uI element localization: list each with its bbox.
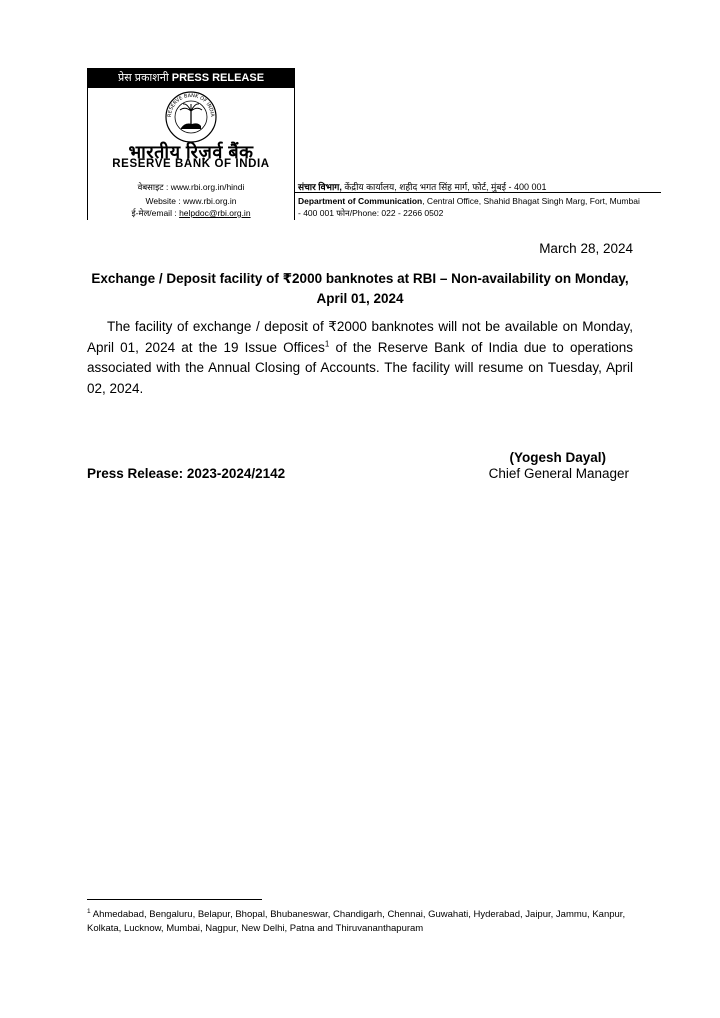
- website-hindi-link[interactable]: www.rbi.org.in/hindi: [170, 182, 245, 192]
- body-paragraph: [87, 317, 633, 399]
- address-hindi-text: केंद्रीय कार्यालय, शहीद भगत सिंह मार्ग, फोर्ट, मुंबई - 400 001: [341, 182, 547, 192]
- footnote: [87, 905, 635, 936]
- website-hindi-label: वेबसाइट: [137, 182, 164, 192]
- rbi-seal-icon: [165, 91, 217, 143]
- press-release-band: [87, 68, 295, 88]
- website-hindi-line: वेबसाइट : www.rbi.org.in/hindi: [137, 182, 245, 192]
- release-date: March 28, 2024: [539, 241, 633, 256]
- email-line: ई-मेल/email : helpdoc@rbi.org.in: [131, 208, 251, 218]
- press-release-number: Press Release: 2023-2024/2142: [87, 466, 286, 481]
- body-text-part2: of the Reserve Bank of India due to operations associated with the Annual Closing of Accounts. The facility will resume on Tuesday, April 02, 2024.: [87, 339, 633, 396]
- bank-name-hindi: भारतीय रिज़र्व बैंक: [128, 142, 254, 162]
- address-divider: [295, 192, 661, 193]
- bank-name-english: RESERVE BANK OF INDIA: [112, 158, 270, 170]
- address-english: [298, 195, 643, 219]
- footnote-divider: [87, 899, 262, 900]
- body-text-part1: The facility of exchange / deposit of ₹2000 banknotes will not be available on Monday, April 01, 2024 at the 19 Issue Offices: [87, 319, 633, 355]
- email-label: ई-मेल/email: [131, 208, 172, 218]
- release-title: Exchange / Deposit facility of ₹2000 banknotes at RBI – Non-availability on Monday, April 01, 2024: [91, 271, 629, 306]
- svg-text:RESERVE BANK OF INDIA: RESERVE BANK OF INDIA: [166, 92, 216, 118]
- email-link[interactable]: helpdoc@rbi.org.in: [179, 208, 251, 218]
- footnote-reference[interactable]: 1: [324, 339, 330, 348]
- address-english-text: , Central Office, Shahid Bhagat Singh Marg, Fort, Mumbai - 400 001 फोन/Phone: 022 - 2266 0502: [298, 196, 640, 218]
- press-release-hindi: प्रेस प्रकाशनी: [117, 72, 169, 84]
- press-release-english: PRESS RELEASE: [171, 72, 265, 84]
- dept-hindi: संचार विभाग,: [298, 182, 342, 192]
- footnote-marker: 1: [87, 908, 91, 915]
- footnote-text: Ahmedabad, Bengaluru, Belapur, Bhopal, Bhubaneswar, Chandigarh, Chennai, Guwahati, Hyderabad, Jaipur, Jammu, Kanpur, Kolkata, Lucknow, Mumbai, Nagpur, New Delhi, Patna and Thiruvananthapuram: [87, 909, 626, 935]
- website-line: Website : www.rbi.org.in: [145, 196, 237, 206]
- signatory-name: (Yogesh Dayal): [509, 450, 606, 465]
- signatory-designation: Chief General Manager: [488, 466, 629, 481]
- website-label: Website: [145, 196, 177, 206]
- dept-english: Department of Communication: [298, 196, 423, 206]
- website-link[interactable]: www.rbi.org.in: [183, 196, 237, 206]
